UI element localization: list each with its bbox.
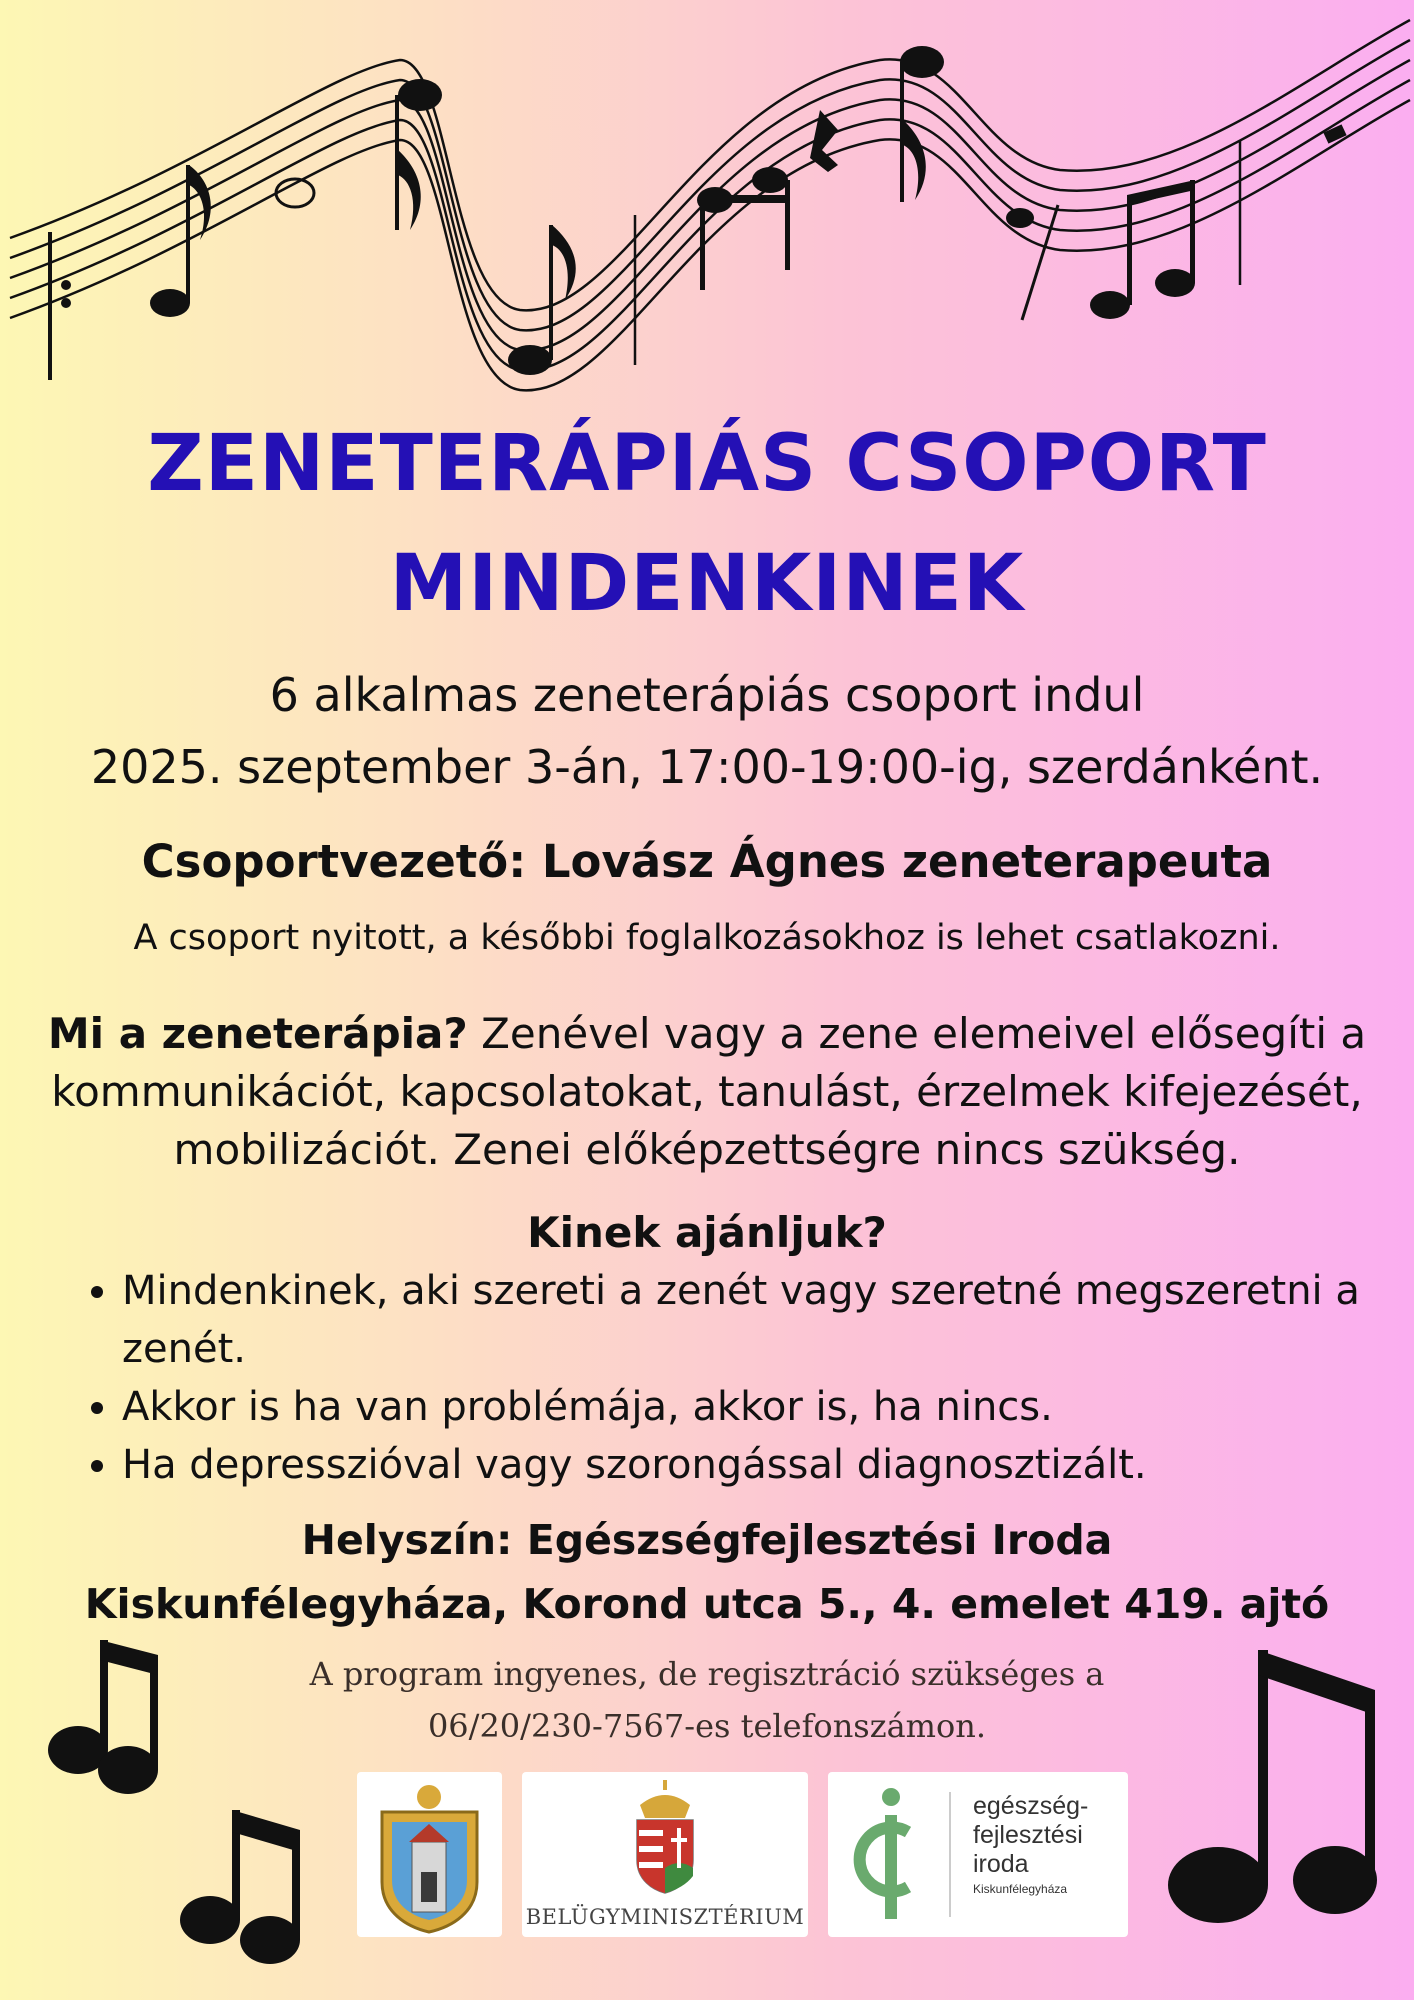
intro-line-2: 2025. szeptember 3-án, 17:00-19:00-ig, szerdánként. [90, 740, 1324, 794]
list-item: • Akkor is ha van problémája, akkor is, ha nincs. [122, 1378, 1402, 1436]
recommendation-list [80, 1262, 1402, 1494]
beamed-notes-icon [40, 1630, 310, 1970]
registration-line-1: A program ingyenes, de regisztráció szükséges a [309, 1655, 1105, 1693]
ministry-name: BELÜGYMINISZTÉRIUM [525, 1905, 805, 1929]
efi-logo [828, 1772, 1128, 1937]
efi-divider [949, 1792, 951, 1917]
town-coat-of-arms-logo [357, 1772, 502, 1937]
group-leader: Csoportvezető: Lovász Ágnes zeneterapeuta [141, 835, 1273, 888]
ministry-logo [522, 1772, 808, 1937]
venue-line-1: Helyszín: Egészségfejlesztési Iroda [301, 1516, 1113, 1564]
what-paragraph [30, 1005, 1384, 1179]
list-item: • Ha depresszióval vagy szorongással diagnosztizált. [122, 1436, 1402, 1494]
who-heading: Kinek ajánljuk? [527, 1208, 887, 1257]
registration-note [200, 1648, 1214, 1752]
intro-line-1: 6 alkalmas zeneterápiás csoport indul [269, 668, 1145, 722]
efi-logo-icon [836, 1787, 946, 1922]
town-coat-of-arms [357, 1772, 502, 1937]
hungarian-coat-of-arms [625, 1780, 705, 1895]
venue-line-2: Kiskunfélegyháza, Korond utca 5., 4. emelet 419. ajtó [84, 1580, 1330, 1628]
eighth-note-icon [1160, 1640, 1390, 1940]
title-line-1: ZENETERÁPIÁS CSOPORT [147, 419, 1267, 509]
list-item: • Mindenkinek, aki szereti a zenét vagy szeretné megszeretni a zenét. [122, 1262, 1402, 1378]
what-answer: Zenével vagy a zene elemeivel elősegíti a kommunikációt, kapcsolatokat, tanulást, érzelmek kifejezését, mobilizációt. Zenei előképzettségre nincs szükség. [51, 1009, 1367, 1174]
registration-line-2: 06/20/230-7567-es telefonszámon. [427, 1707, 987, 1745]
open-group-note: A csoport nyitott, a későbbi foglalkozásokhoz is lehet csatlakozni. [133, 918, 1281, 958]
efi-name: egészség- fejlesztési iroda Kiskunfélegyháza [973, 1792, 1089, 1896]
what-question: Mi a zeneterápia? [47, 1009, 468, 1058]
title-line-2: MINDENKINEK [389, 539, 1025, 629]
music-staff-decoration [0, 0, 1414, 400]
